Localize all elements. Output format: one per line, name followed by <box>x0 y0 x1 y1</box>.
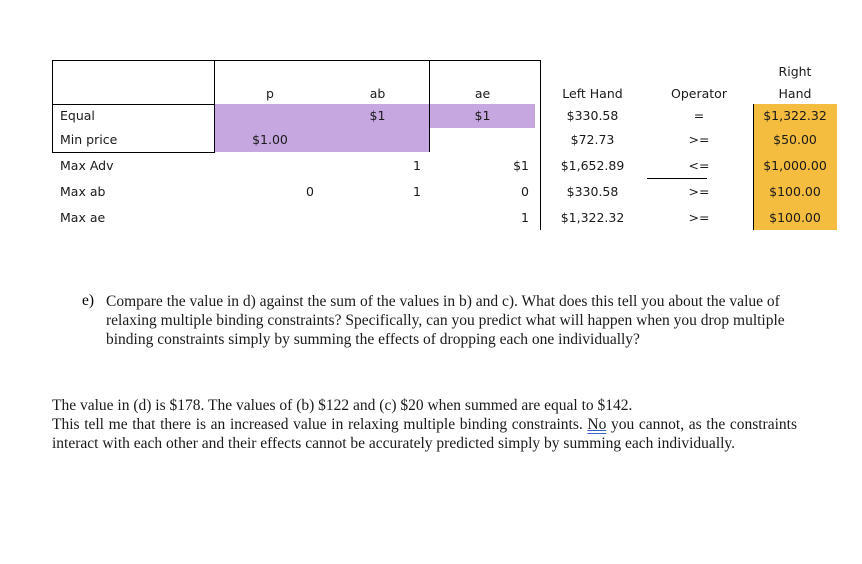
header-left-hand: Left Hand <box>562 86 623 101</box>
cell-max-adv-operator: <= <box>688 158 710 173</box>
answer-line-2-post: you cannot, as the constraints interact with each other and their effects cannot be accurately predicted simply by summing each individually. <box>52 416 797 452</box>
cell-max-ab-p: 0 <box>306 184 314 199</box>
table-left-border <box>52 60 53 152</box>
header-ae: ae <box>474 86 491 101</box>
cell-max-ab-operator: >= <box>688 184 710 199</box>
cell-equal-ae: $1 <box>474 108 491 123</box>
header-p: p <box>266 86 274 101</box>
cell-max-ae-left-hand: $1,322.32 <box>560 210 625 225</box>
cell-min-price-operator: >= <box>688 132 710 147</box>
row-divider-min-price <box>52 152 215 153</box>
row-label-equal: Equal <box>60 108 95 123</box>
table-top-border <box>52 60 541 61</box>
cell-max-ab-ae: 0 <box>521 184 529 199</box>
cell-max-adv-left-hand: $1,652.89 <box>560 158 625 173</box>
question-text: Compare the value in d) against the sum of the values in b) and c). What does this tell you about the value of relaxing multiple binding constraints? Specifically, can you predict what will happen when you drop multiple binding constraints simply by summing the effects of dropping each one individually? <box>106 293 785 348</box>
header-ab: ab <box>369 86 386 101</box>
cell-max-adv-right-hand: $1,000.00 <box>763 158 827 173</box>
cell-min-price-right-hand: $50.00 <box>773 132 817 147</box>
cell-min-price-p: $1.00 <box>252 132 288 147</box>
header-operator: Operator <box>671 86 727 101</box>
cell-max-ab-left-hand: $330.58 <box>566 184 619 199</box>
answer-no-word: No <box>587 416 607 433</box>
row-label-max-adv: Max Adv <box>60 158 114 173</box>
row-label-min-price: Min price <box>60 132 118 147</box>
question-marker: e) <box>82 292 95 309</box>
spreadsheet-table <box>0 0 862 240</box>
cell-max-ae-operator: >= <box>688 210 710 225</box>
cell-equal-operator: = <box>693 108 705 123</box>
row-label-max-ae: Max ae <box>60 210 106 225</box>
cell-max-adv-ae: $1 <box>513 158 529 173</box>
answer-line-2-pre: This tell me that there is an increased value in relaxing multiple binding constraints. <box>52 416 588 433</box>
cell-max-adv-ab: 1 <box>413 158 421 173</box>
answer-line-1: The value in (d) is $178. The values of (b) $122 and (c) $20 when summed are equal to $142. <box>52 397 633 414</box>
cell-max-ab-right-hand: $100.00 <box>769 184 821 199</box>
cell-equal-ab: $1 <box>369 108 386 123</box>
cell-equal-left-hand: $330.58 <box>566 108 619 123</box>
operator-underline <box>647 178 707 179</box>
row-label-max-ab: Max ab <box>60 184 106 199</box>
answer-line-2 <box>52 415 797 453</box>
cell-max-ab-ab: 1 <box>413 184 421 199</box>
cell-max-ae-right-hand: $100.00 <box>769 210 821 225</box>
header-right-hand-line2: Hand <box>778 86 812 101</box>
answer-block <box>52 396 797 453</box>
cell-equal-right-hand: $1,322.32 <box>763 108 827 123</box>
header-right-hand-line1: Right <box>778 64 812 79</box>
cell-min-price-left-hand: $72.73 <box>570 132 615 147</box>
cell-max-ae-ae: 1 <box>521 210 529 225</box>
